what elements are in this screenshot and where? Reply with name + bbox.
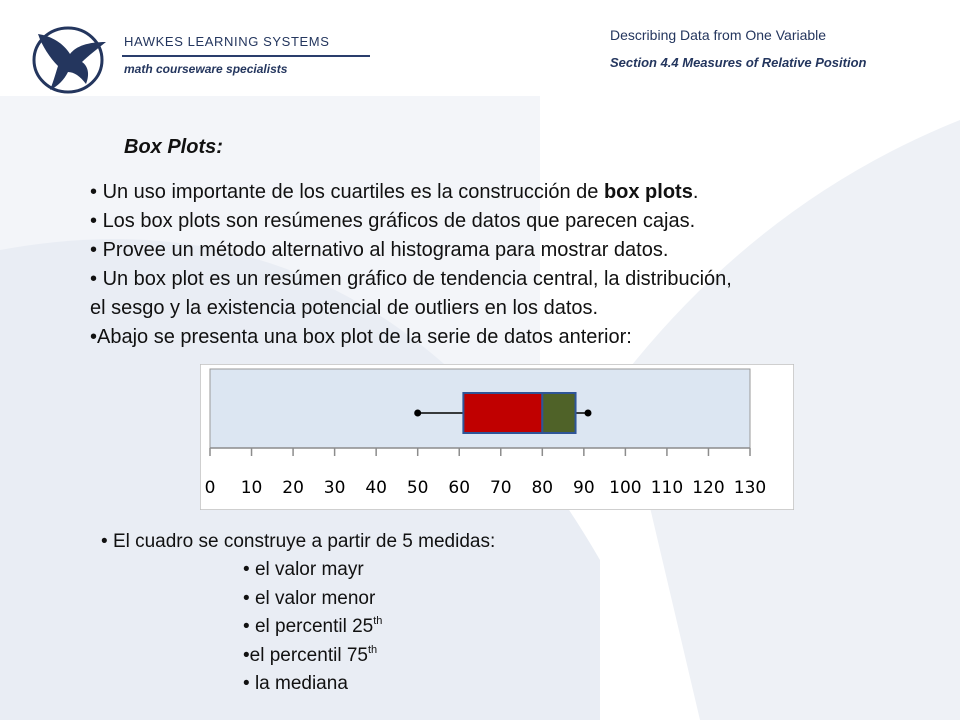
brand-tagline: math courseware specialists bbox=[124, 62, 288, 76]
lower-quartile-box bbox=[463, 393, 542, 433]
x-axis-tick-label: 30 bbox=[323, 478, 346, 498]
x-axis-tick-label: 20 bbox=[282, 478, 304, 498]
bullet-text: el sesgo y la existencia potencial de outliers en los datos. bbox=[90, 297, 599, 319]
bullet-text: Los box plots son resúmenes gráficos de datos que parecen cajas. bbox=[102, 210, 696, 232]
measure-text: la mediana bbox=[254, 673, 348, 694]
x-axis-tick-label: 80 bbox=[531, 478, 554, 498]
bullet-marker: • bbox=[101, 531, 113, 552]
minimum-point bbox=[414, 410, 421, 417]
course-title: Describing Data from One Variable bbox=[610, 27, 827, 43]
upper-quartile-box bbox=[542, 393, 575, 433]
bullet-marker: • bbox=[243, 644, 250, 666]
bullet-marker: • bbox=[90, 239, 103, 261]
bullet-item bbox=[90, 236, 890, 265]
maximum-point bbox=[585, 410, 592, 417]
bullet-list bbox=[90, 178, 890, 352]
construction-intro-text: El cuadro se construye a partir de 5 medidas: bbox=[112, 531, 496, 552]
x-axis-tick-label: 0 bbox=[204, 478, 216, 498]
brand-divider bbox=[122, 55, 370, 57]
x-axis-tick-label: 50 bbox=[406, 478, 429, 498]
measure-item bbox=[243, 670, 382, 699]
ordinal-suffix: th bbox=[367, 643, 378, 656]
measure-text: el valor mayr bbox=[254, 559, 364, 580]
bullet-item bbox=[90, 265, 890, 294]
measure-text: el percentil 75 bbox=[249, 644, 368, 666]
x-axis-tick-label: 60 bbox=[448, 478, 471, 498]
bullet-text: Un box plot es un resúmen gráfico de tendencia central, la distribución, bbox=[102, 268, 732, 290]
x-axis-tick-label: 40 bbox=[365, 478, 387, 498]
bullet-text: Un uso importante de los cuartiles es la construcción de bbox=[102, 181, 604, 203]
measure-text: el valor menor bbox=[254, 587, 376, 609]
bullet-text-end: . bbox=[692, 181, 699, 203]
bullet-marker: • bbox=[90, 210, 103, 232]
hawk-logo-icon bbox=[30, 22, 110, 96]
bullet-item bbox=[90, 178, 890, 207]
x-axis-tick-label: 130 bbox=[733, 478, 767, 498]
bullet-bold-term: box plots bbox=[603, 181, 693, 203]
bullet-item-continuation bbox=[90, 294, 890, 323]
bullet-marker: • bbox=[90, 268, 103, 290]
measure-item bbox=[243, 642, 382, 671]
measure-item bbox=[243, 613, 382, 642]
bullet-marker: • bbox=[90, 181, 103, 203]
x-axis-tick-label: 110 bbox=[650, 478, 684, 498]
x-axis-tick-label: 70 bbox=[489, 478, 512, 498]
bullet-text: Abajo se presenta una box plot de la serie de datos anterior: bbox=[97, 326, 632, 348]
measures-list bbox=[243, 556, 382, 699]
bullet-marker: • bbox=[243, 673, 255, 694]
x-axis-tick-label: 100 bbox=[609, 478, 642, 498]
measure-text: el percentil 25 bbox=[254, 616, 374, 637]
construction-intro bbox=[101, 527, 495, 556]
bullet-marker: • bbox=[243, 587, 255, 609]
section-title: Section 4.4 Measures of Relative Position bbox=[610, 55, 867, 70]
box-plot-chart bbox=[200, 364, 794, 510]
measure-item bbox=[243, 556, 382, 585]
bullet-item bbox=[90, 207, 890, 236]
ordinal-suffix: th bbox=[373, 615, 383, 627]
bullet-marker: • bbox=[90, 326, 98, 348]
measure-item bbox=[243, 585, 382, 614]
slide-heading: Box Plots: bbox=[124, 136, 223, 158]
bullet-marker: • bbox=[243, 559, 255, 580]
brand-name: HAWKES LEARNING SYSTEMS bbox=[124, 34, 330, 49]
bullet-marker: • bbox=[243, 616, 255, 637]
bullet-item bbox=[90, 323, 890, 352]
bullet-text: Provee un método alternativo al histograma para mostrar datos. bbox=[102, 239, 669, 261]
x-axis-tick-label: 10 bbox=[240, 478, 263, 498]
x-axis-tick-label: 90 bbox=[573, 478, 595, 498]
x-axis-tick-label: 120 bbox=[692, 478, 725, 498]
